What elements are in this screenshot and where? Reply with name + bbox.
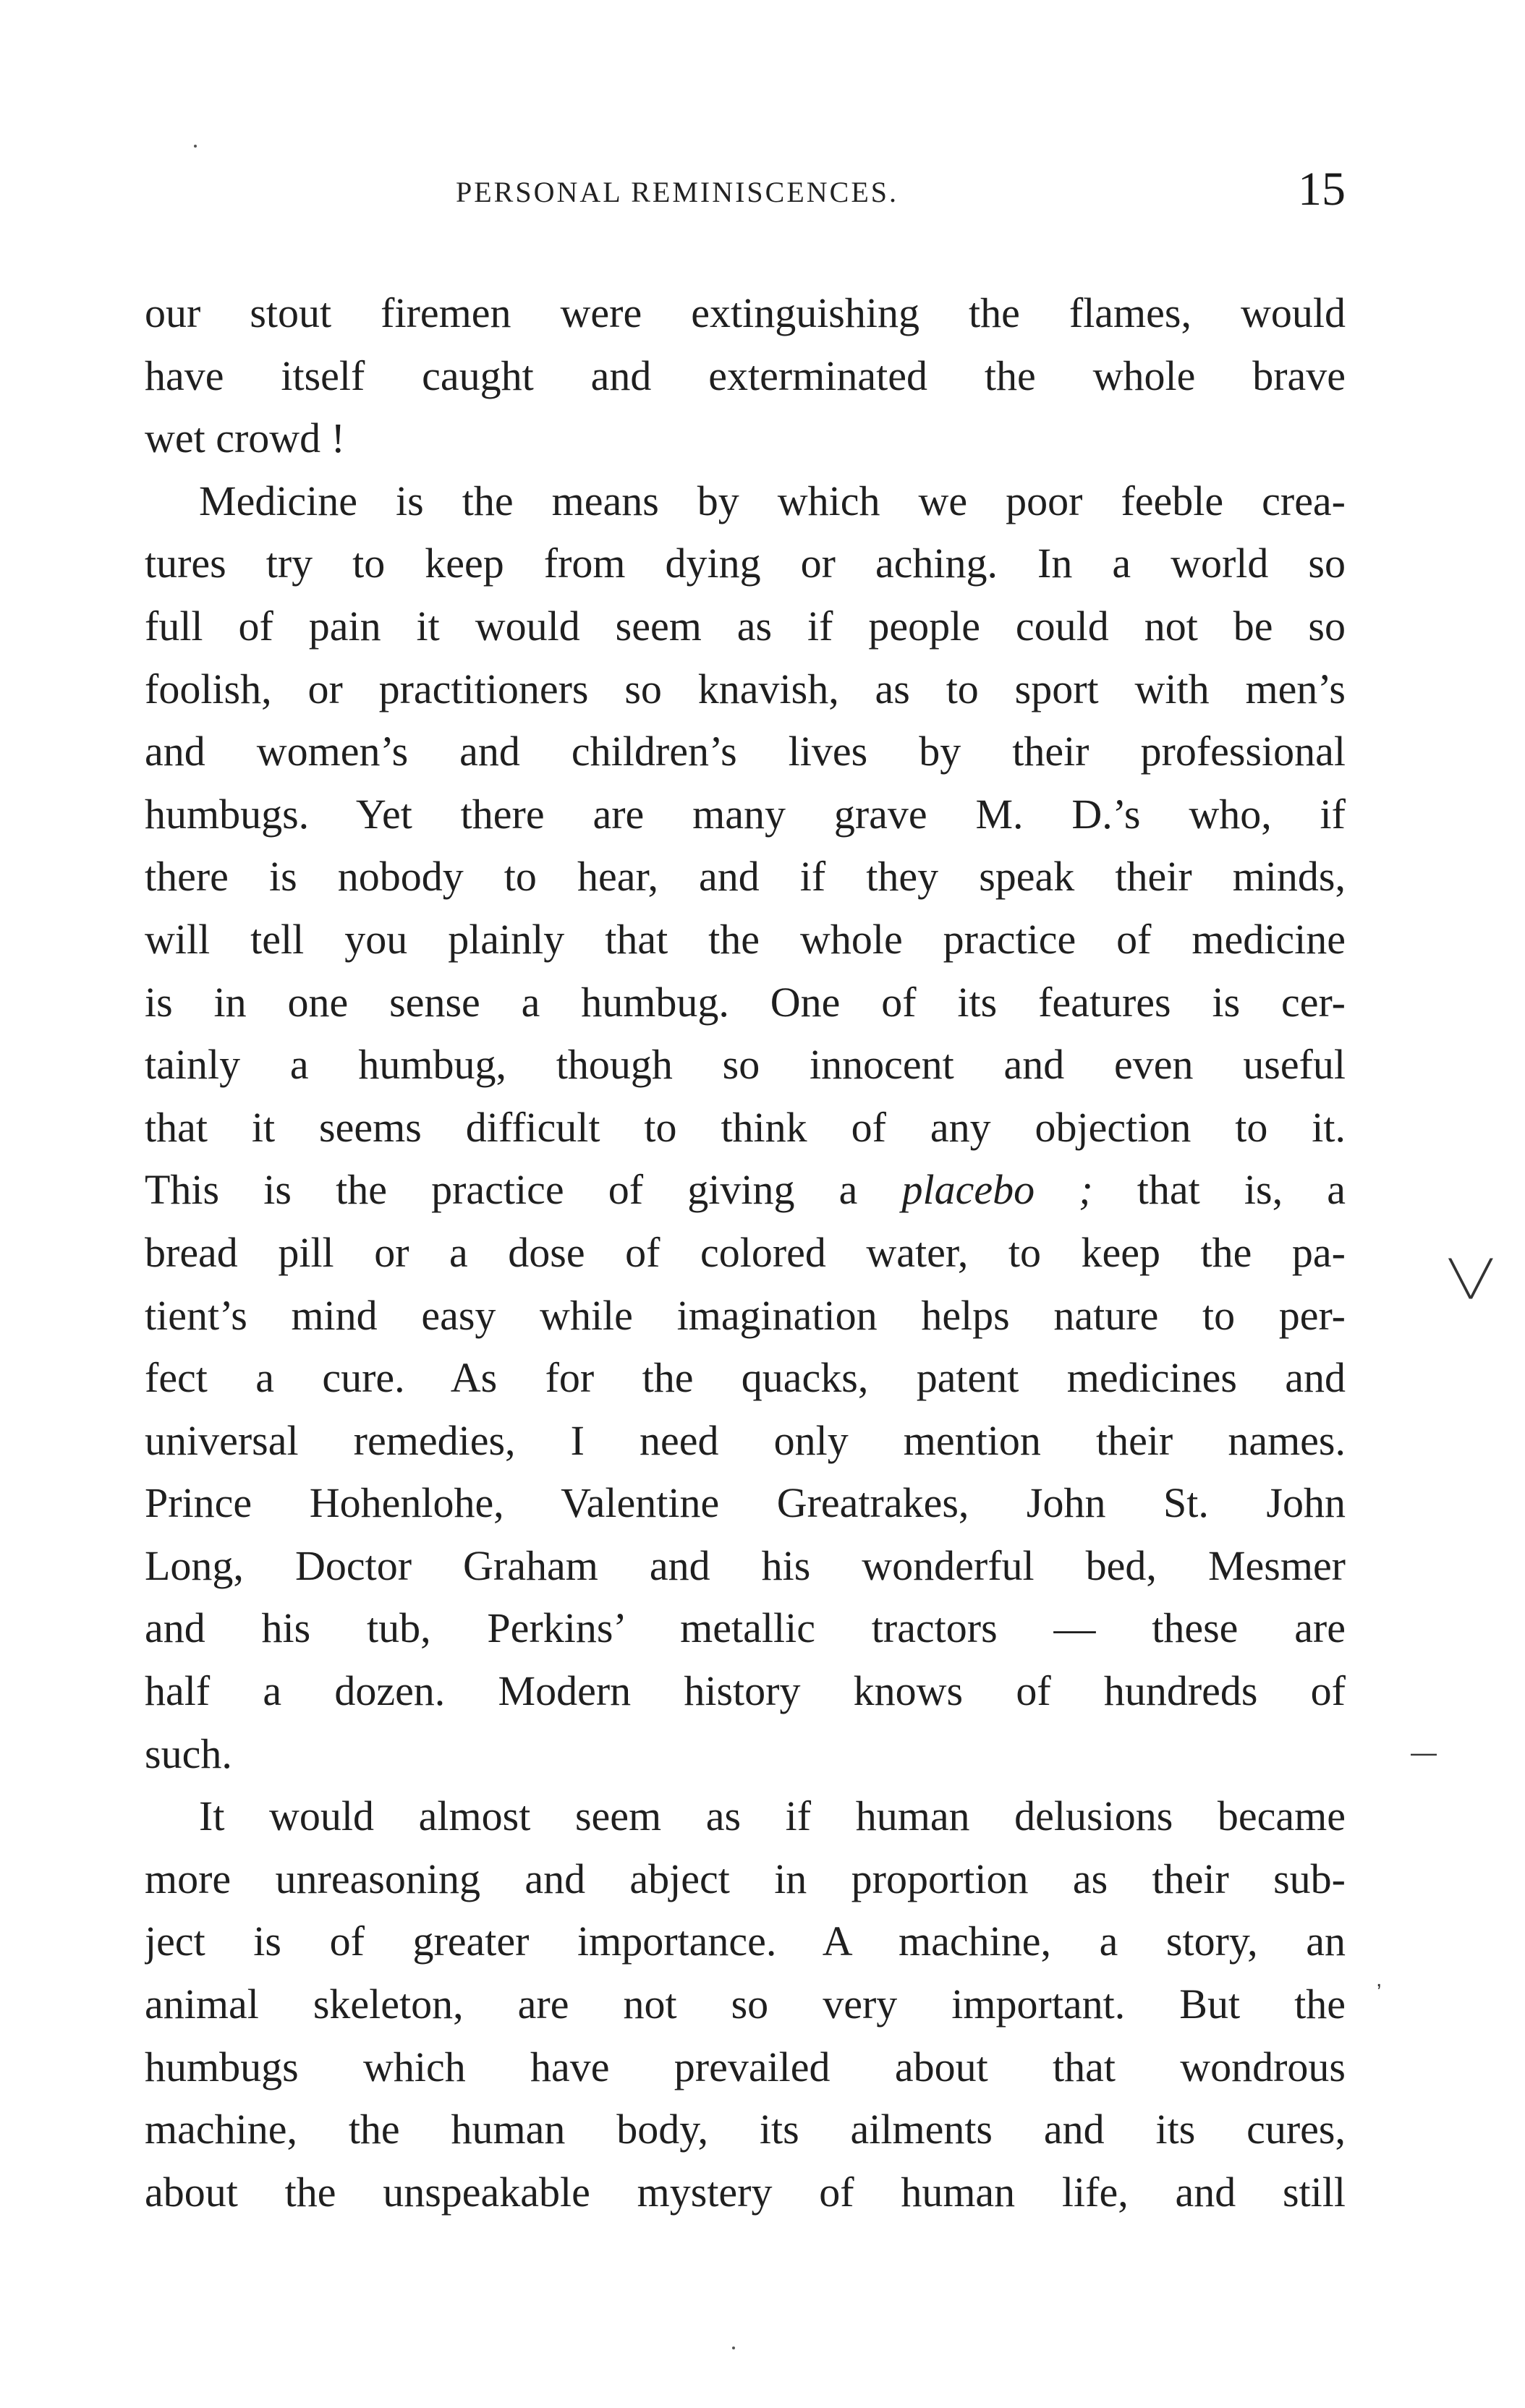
running-head bbox=[145, 163, 1346, 218]
text-line: universal remedies, I need only mention their names. bbox=[145, 1416, 1346, 1464]
text-line: Prince Hohenlohe, Valentine Greatrakes, John St. John bbox=[145, 1479, 1346, 1527]
text-line: and his tub, Perkins’ metallic tractors — these are bbox=[145, 1604, 1346, 1652]
paragraph-first-line: It would almost seem as if human delusions became bbox=[199, 1792, 1346, 1840]
text-line: and women’s and children’s lives by their professional bbox=[145, 728, 1346, 775]
text-line: tainly a humbug, though so innocent and even useful bbox=[145, 1041, 1346, 1089]
text-segment: that is, a bbox=[1137, 1166, 1346, 1214]
text-line: about the unspeakable mystery of human life, and still bbox=[145, 2168, 1346, 2216]
text-line: ject is of greater importance. A machine, a story, an bbox=[145, 1918, 1346, 1965]
text-line: humbugs which have prevailed about that wondrous bbox=[145, 2043, 1346, 2090]
paper-speck bbox=[194, 145, 197, 148]
text-line: that it seems difficult to think of any objection to it. bbox=[145, 1103, 1346, 1151]
text-line: our stout firemen were extinguishing the flames, would bbox=[145, 289, 1346, 336]
margin-comma-mark: , bbox=[1376, 1967, 1382, 1991]
text-line: will tell you plainly that the whole practice of medicine bbox=[145, 915, 1346, 963]
text-line: have itself caught and exterminated the whole brave bbox=[145, 352, 1346, 399]
paragraph-first-line: Medicine is the means by which we poor feeble crea- bbox=[199, 477, 1346, 524]
body-text bbox=[145, 282, 1346, 2224]
text-line: there is nobody to hear, and if they speak their minds, bbox=[145, 853, 1346, 901]
text-line: Long, Doctor Graham and his wonderful bed, Mesmer bbox=[145, 1541, 1346, 1589]
text-line: such. bbox=[145, 1730, 232, 1777]
margin-check-mark: ╲╱ bbox=[1450, 1260, 1492, 1298]
running-title: PERSONAL REMINISCENCES. bbox=[456, 176, 899, 208]
text-line: fect a cure. As for the quacks, patent medicines and bbox=[145, 1354, 1346, 1402]
margin-dash-mark: — bbox=[1411, 1737, 1437, 1767]
text-line: tient’s mind easy while imagination helps nature to per- bbox=[145, 1291, 1346, 1339]
text-line: is in one sense a humbug. One of its features is cer- bbox=[145, 978, 1346, 1026]
text-line: wet crowd ! bbox=[145, 414, 346, 462]
page-number: 15 bbox=[1298, 163, 1346, 216]
text-line: animal skeleton, are not so very important. But the bbox=[145, 1981, 1346, 2028]
text-line: humbugs. Yet there are many grave M. D.’s who, if bbox=[145, 790, 1346, 838]
text-line: bread pill or a dose of colored water, to keep the pa- bbox=[145, 1228, 1346, 1276]
text-line: foolish, or practitioners so knavish, as to sport with men’s bbox=[145, 665, 1346, 712]
text-line: tures try to keep from dying or aching. In a world so bbox=[145, 540, 1346, 587]
text-line: half a dozen. Modern history knows of hundreds of bbox=[145, 1667, 1346, 1715]
text-line: more unreasoning and abject in proportion as their sub- bbox=[145, 1855, 1346, 1902]
text-line-with-italic bbox=[145, 1159, 1346, 1222]
italic-term-placebo: placebo ; bbox=[901, 1166, 1093, 1214]
text-segment: This is the practice of giving a bbox=[145, 1166, 858, 1214]
text-line: machine, the human body, its ailments and its cures, bbox=[145, 2106, 1346, 2153]
text-line: full of pain it would seem as if people could not be so bbox=[145, 602, 1346, 650]
paper-speck bbox=[732, 2347, 735, 2349]
